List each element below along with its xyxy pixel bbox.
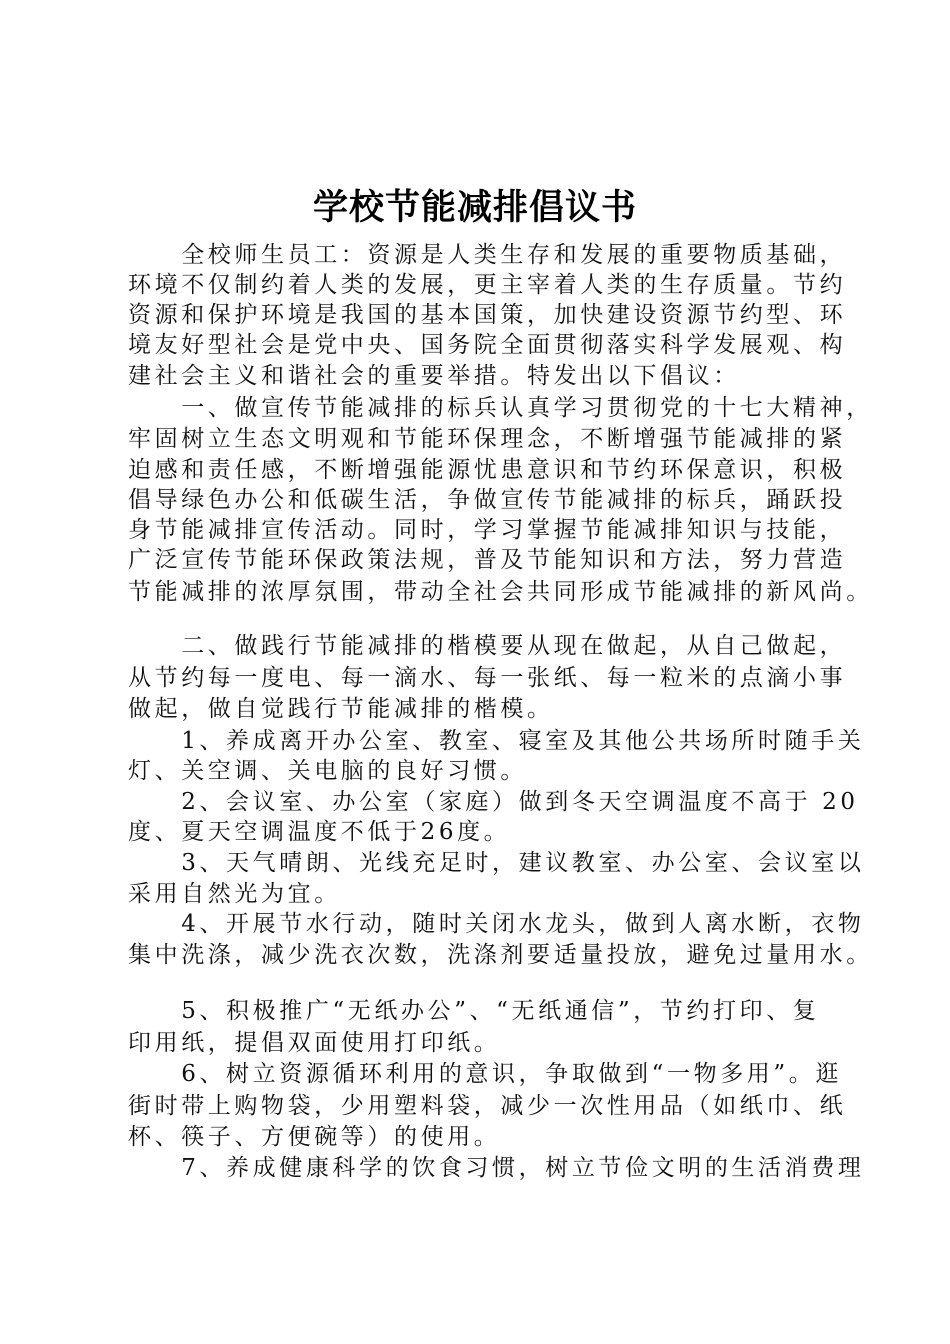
- body-line: 印用纸，提倡双面使用打印纸。: [128, 1030, 501, 1056]
- body-line: 建社会主义和谐社会的重要举措。特发出以下倡议：: [128, 363, 740, 389]
- body-line: 迫感和责任感，不断增强能源忧患意识和节约环保意识，积极: [128, 457, 847, 483]
- body-line: 环境不仅制约着人类的发展，更主宰着人类的生存质量。节约: [128, 272, 847, 298]
- body-line: 身节能减排宣传活动。同时，学习掌握节能减排知识与技能，: [128, 517, 847, 543]
- body-line: 倡导绿色办公和低碳生活，争做宣传节能减排的标兵，踊跃投: [128, 487, 847, 513]
- body-line: 境友好型社会是党中央、国务院全面贯彻落实科学发展观、构: [128, 332, 847, 358]
- body-line: 2、会议室、办公室（家庭）做到冬天空调温度不高于 20: [128, 789, 859, 815]
- body-line: 全校师生员工：资源是人类生存和发展的重要物质基础，: [128, 242, 847, 268]
- body-line: 7、养成健康科学的饮食习惯，树立节俭文明的生活消费理: [128, 1155, 865, 1181]
- body-line: 牢固树立生态文明观和节能环保理念，不断增强节能减排的紧: [128, 426, 847, 452]
- body-line: 从节约每一度电、每一滴水、每一张纸、每一粒米的点滴小事: [128, 665, 847, 691]
- body-line: 做起，做自觉践行节能减排的楷模。: [128, 696, 554, 722]
- body-line: 街时带上购物袋，少用塑料袋，减少一次性用品（如纸巾、纸: [128, 1093, 847, 1119]
- body-line: 1、养成离开办公室、教室、寝室及其他公共场所时随手关: [128, 728, 865, 754]
- body-line: 杯、筷子、方便碗等）的使用。: [128, 1124, 501, 1150]
- body-line: 资源和保护环境是我国的基本国策，加快建设资源节约型、环: [128, 302, 847, 328]
- body-line: 5、积极推广“无纸办公”、“无纸通信”，节约打印、复: [128, 998, 820, 1024]
- body-line: 广泛宣传节能环保政策法规，普及节能知识和方法，努力营造: [128, 547, 847, 573]
- body-line: 4、开展节水行动，随时关闭水龙头，做到人离水断，衣物: [128, 911, 865, 937]
- body-line: 集中洗涤，减少洗衣次数，洗涤剂要适量投放，避免过量用水。: [128, 942, 873, 968]
- document-title: 学校节能减排倡议书: [312, 187, 637, 228]
- body-line: 灯、关空调、关电脑的良好习惯。: [128, 758, 527, 784]
- body-line: 采用自然光为宜。: [128, 881, 341, 907]
- body-line: 3、天气晴朗、光线充足时，建议教室、办公室、会议室以: [128, 850, 865, 876]
- body-line: 二、做践行节能减排的楷模要从现在做起，从自己做起，: [128, 633, 847, 659]
- body-line: 节能减排的浓厚氛围，带动全社会共同形成节能减排的新风尚。: [128, 579, 873, 605]
- body-line: 一、做宣传节能减排的标兵认真学习贯彻党的十七大精神，: [128, 395, 873, 421]
- body-line: 6、树立资源循环利用的意识，争取做到“一物多用”。逛: [128, 1061, 842, 1087]
- body-line: 度、夏天空调温度不低于26度。: [128, 819, 511, 845]
